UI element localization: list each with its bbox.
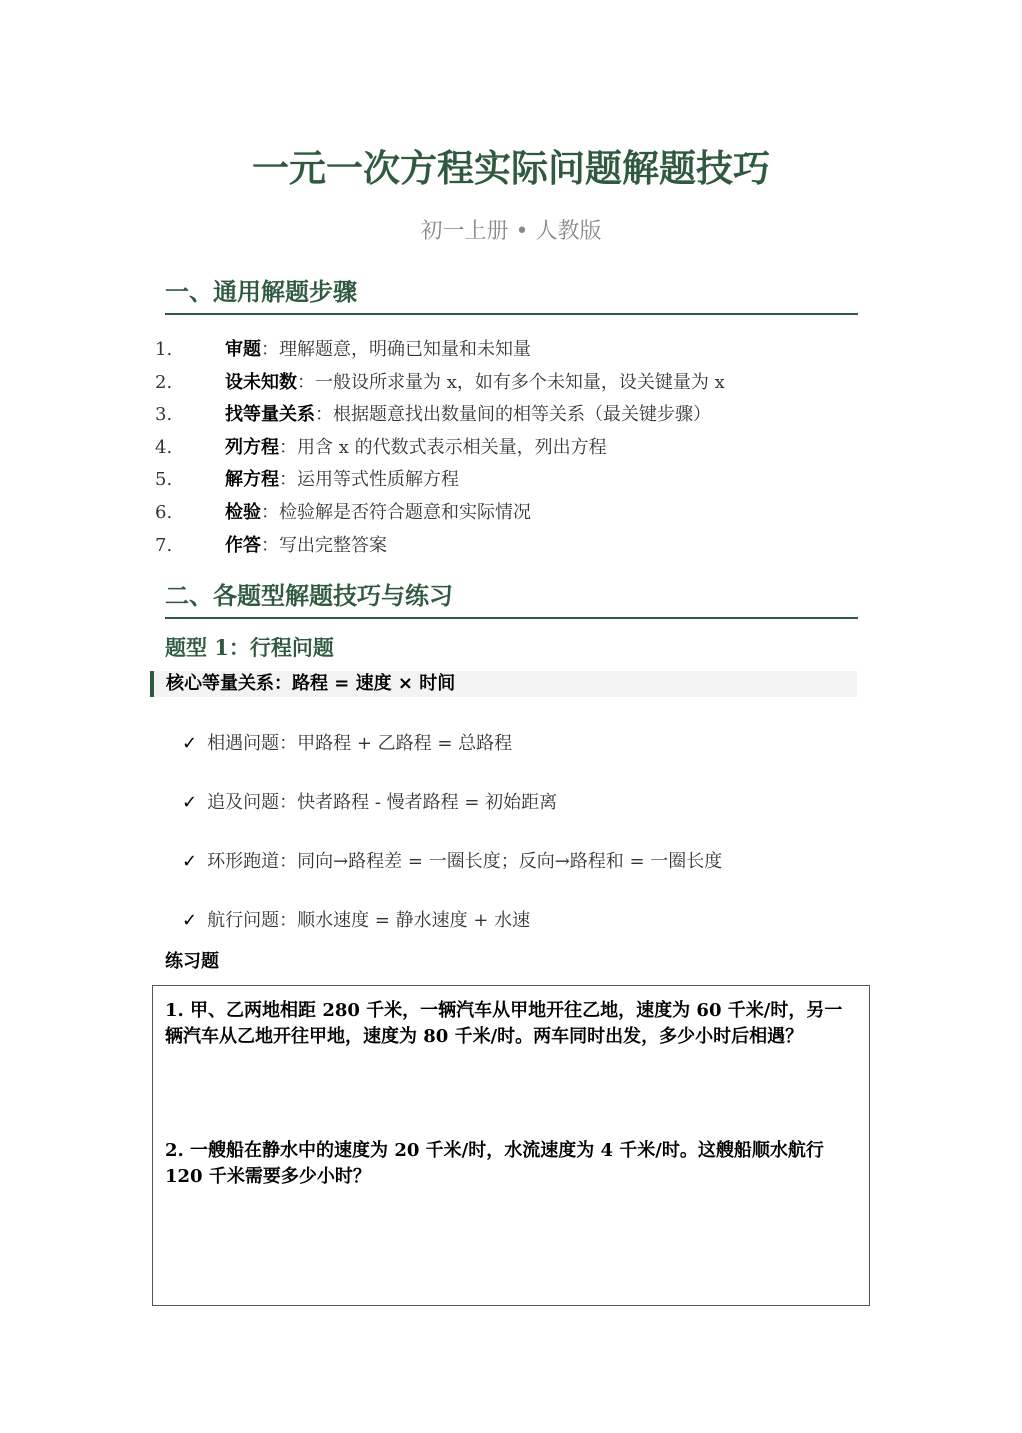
- step-number: 7.: [155, 534, 173, 556]
- exercise-question: 1. 甲、乙两地相距 280 千米，一辆汽车从甲地开往乙地，速度为 60 千米/时，另一辆汽车从乙地开往甲地，速度为 80 千米/时。两车同时出发，多少小时后相遇？: [165, 1000, 843, 1047]
- type-heading: 题型 1：行程问题: [165, 635, 334, 660]
- page-title: 一元一次方程实际问题解题技巧: [252, 146, 770, 190]
- step-desc: ：运用等式性质解方程: [279, 469, 459, 491]
- list-item: [155, 399, 725, 432]
- step-desc: ：用含 x 的代数式表示相关量，列出方程: [279, 436, 607, 458]
- step-number: 1.: [155, 339, 173, 360]
- check-icon: ✓: [182, 792, 198, 813]
- list-item: [155, 367, 725, 400]
- exercise-question: 2. 一艘船在静水中的速度为 20 千米/时，水流速度为 4 千米/时。这艘船顺水航行 120 千米需要多少小时？: [165, 1140, 824, 1187]
- step-desc: ：一般设所求量为 x，如有多个未知量，设关键量为 x: [297, 371, 725, 393]
- section-heading-steps: 一、通用解题步骤: [165, 272, 858, 315]
- core-relation-callout: 核心等量关系：路程 = 速度 × 时间: [150, 671, 857, 697]
- list-item: [155, 497, 725, 530]
- list-item: [155, 334, 725, 367]
- steps-list: [155, 334, 725, 562]
- tip-text: 追及问题：快者路程 - 慢者路程 = 初始距离: [207, 792, 558, 813]
- step-number: 2.: [155, 371, 173, 393]
- list-item: [182, 907, 722, 966]
- step-term: 解方程: [225, 469, 279, 491]
- step-number: 6.: [155, 501, 173, 523]
- step-term: 设未知数: [225, 371, 297, 393]
- tips-list: [182, 730, 722, 966]
- tip-text: 环形跑道：同向→路程差 = 一圈长度；反向→路程和 = 一圈长度: [207, 851, 723, 872]
- step-desc: ：检验解是否符合题意和实际情况: [261, 501, 531, 523]
- check-icon: ✓: [182, 910, 198, 931]
- page-subtitle: 初一上册 • 人教版: [420, 219, 602, 244]
- list-item: [182, 848, 722, 907]
- step-number: 5.: [155, 469, 173, 491]
- list-item: [155, 464, 725, 497]
- step-number: 4.: [155, 436, 173, 458]
- list-item: [182, 730, 722, 789]
- step-number: 3.: [155, 404, 173, 426]
- exercise-box: [152, 985, 870, 1306]
- step-term: 列方程: [225, 436, 279, 458]
- list-item: [155, 530, 725, 563]
- step-desc: ：理解题意，明确已知量和未知量: [261, 339, 531, 360]
- list-item: [182, 789, 722, 848]
- step-desc: ：写出完整答案: [261, 534, 387, 556]
- step-term: 检验: [225, 501, 261, 523]
- tip-text: 相遇问题：甲路程 + 乙路程 = 总路程: [207, 733, 513, 754]
- check-icon: ✓: [182, 733, 198, 754]
- tip-text: 航行问题：顺水速度 = 静水速度 + 水速: [207, 910, 531, 931]
- exercise-label: 练习题: [165, 951, 219, 972]
- list-item: [155, 432, 725, 465]
- step-term: 找等量关系: [225, 404, 315, 426]
- step-desc: ：根据题意找出数量间的相等关系（最关键步骤）: [315, 404, 711, 426]
- step-term: 审题: [225, 339, 261, 360]
- step-term: 作答: [225, 534, 261, 556]
- section-heading-types: 二、各题型解题技巧与练习: [165, 576, 858, 619]
- check-icon: ✓: [182, 851, 198, 872]
